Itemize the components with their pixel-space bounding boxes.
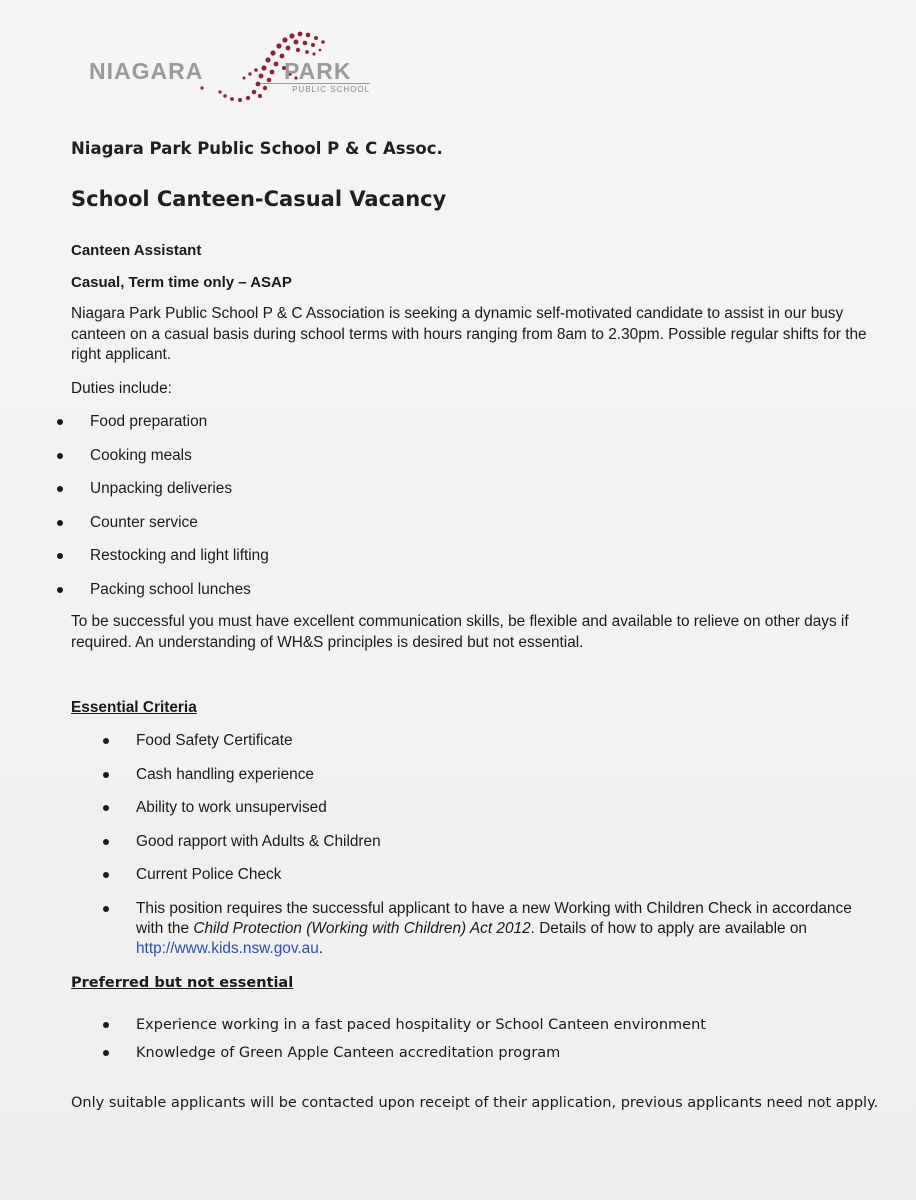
school-logo — [84, 26, 384, 116]
logo-right-word: PARK — [284, 58, 352, 84]
role-terms: Casual, Term time only – ASAP — [71, 274, 292, 291]
description-paragraph: Niagara Park Public School P & C Association is seeking a dynamic self-motivated candidate to assist in our busy canteen on a casual basis during school terms with hours ranging from 8am to 2.30pm. Possible regular shifts for the right applicant. — [71, 305, 867, 363]
duties-label: Duties include: — [71, 380, 172, 397]
bullet-icon — [57, 520, 63, 526]
bullet-icon — [103, 1022, 109, 1028]
essential-criteria-heading: Essential Criteria — [71, 699, 197, 716]
list-item: Current Police Check — [103, 865, 883, 899]
document-page: NIAGARA PARK PUBLIC SCHOOL Niagara Park Public School P & C Assoc. School Canteen-Casual Vacancy Canteen Assistant Casual, Term time only – ASAP Niagara Park Public School P & C Association is seeking a dynamic self-motivated candidate to assist in our busy canteen on a casual basis during school terms with hours ranging from 8am to 2.30pm. Possible regular shifts for the right applicant. Duties include: Food preparation Cooking meals Unpacking deliveries Counter service Restocking and light lifting Packing school lunches To be successful you must have excellent communication skills, be flexible and available to relieve on other days if required. An understanding of WH&S principles is desired but not essential. Essential Criteria Food Safety Certificate Cash handling experience Ability to work unsupervised Good rapport with Adults & Children Current Police Check This position requires the successful applicant to have a new Working with Children Check in accordance with the Child Protection (Working with Children) Act 2012. Details of how to apply are available on http://www.kids.nsw.gov.au. Preferred but not essential Experience working in a fast paced hospitality or School Canteen environment Knowledge of Green Apple Canteen accreditation program Only suitable applicants will be contacted upon receipt of their application, previous applicants need not apply. — [0, 0, 916, 1200]
wwcc-requirement: This position requires the successful applicant to have a new Working with Children Check in accordance with the Child Protection (Working with Children) Act 2012. Details of how to apply are available on http://www.kids.nsw.gov.au. — [136, 899, 852, 957]
bullet-icon — [57, 486, 63, 492]
act-name: Child Protection (Working with Children) Act 2012 — [193, 919, 531, 937]
logo-left-word: NIAGARA — [89, 58, 204, 84]
logo-subtitle: PUBLIC SCHOOL — [260, 83, 370, 94]
bullet-icon — [57, 587, 63, 593]
list-item: Food Safety Certificate — [103, 731, 883, 765]
bullet-icon — [57, 453, 63, 459]
success-paragraph: To be successful you must have excellent communication skills, be flexible and available to relieve on other days if required. An understanding of WH&S principles is desired but not essential. — [71, 613, 849, 651]
list-item: Ability to work unsupervised — [103, 798, 883, 832]
bullet-icon — [103, 738, 109, 744]
bullet-icon — [103, 1050, 109, 1056]
bullet-icon — [103, 839, 109, 845]
page-title: School Canteen-Casual Vacancy — [71, 187, 447, 211]
list-item — [103, 899, 883, 969]
bullet-icon — [103, 772, 109, 778]
closing-statement: Only suitable applicants will be contacted upon receipt of their application, previous applicants need not apply. — [71, 1095, 879, 1111]
association-heading: Niagara Park Public School P & C Assoc. — [71, 139, 443, 158]
preferred-heading: Preferred but not essential — [71, 975, 294, 991]
list-item: Cash handling experience — [103, 765, 883, 799]
bullet-icon — [57, 419, 63, 425]
essential-criteria-list — [103, 731, 883, 969]
list-item: Good rapport with Adults & Children — [103, 832, 883, 866]
bullet-icon — [103, 872, 109, 878]
role-title: Canteen Assistant — [71, 242, 202, 259]
kids-nsw-link[interactable]: http://www.kids.nsw.gov.au — [136, 939, 319, 957]
bullet-icon — [103, 906, 109, 912]
bullet-icon — [57, 553, 63, 559]
bullet-icon — [103, 805, 109, 811]
